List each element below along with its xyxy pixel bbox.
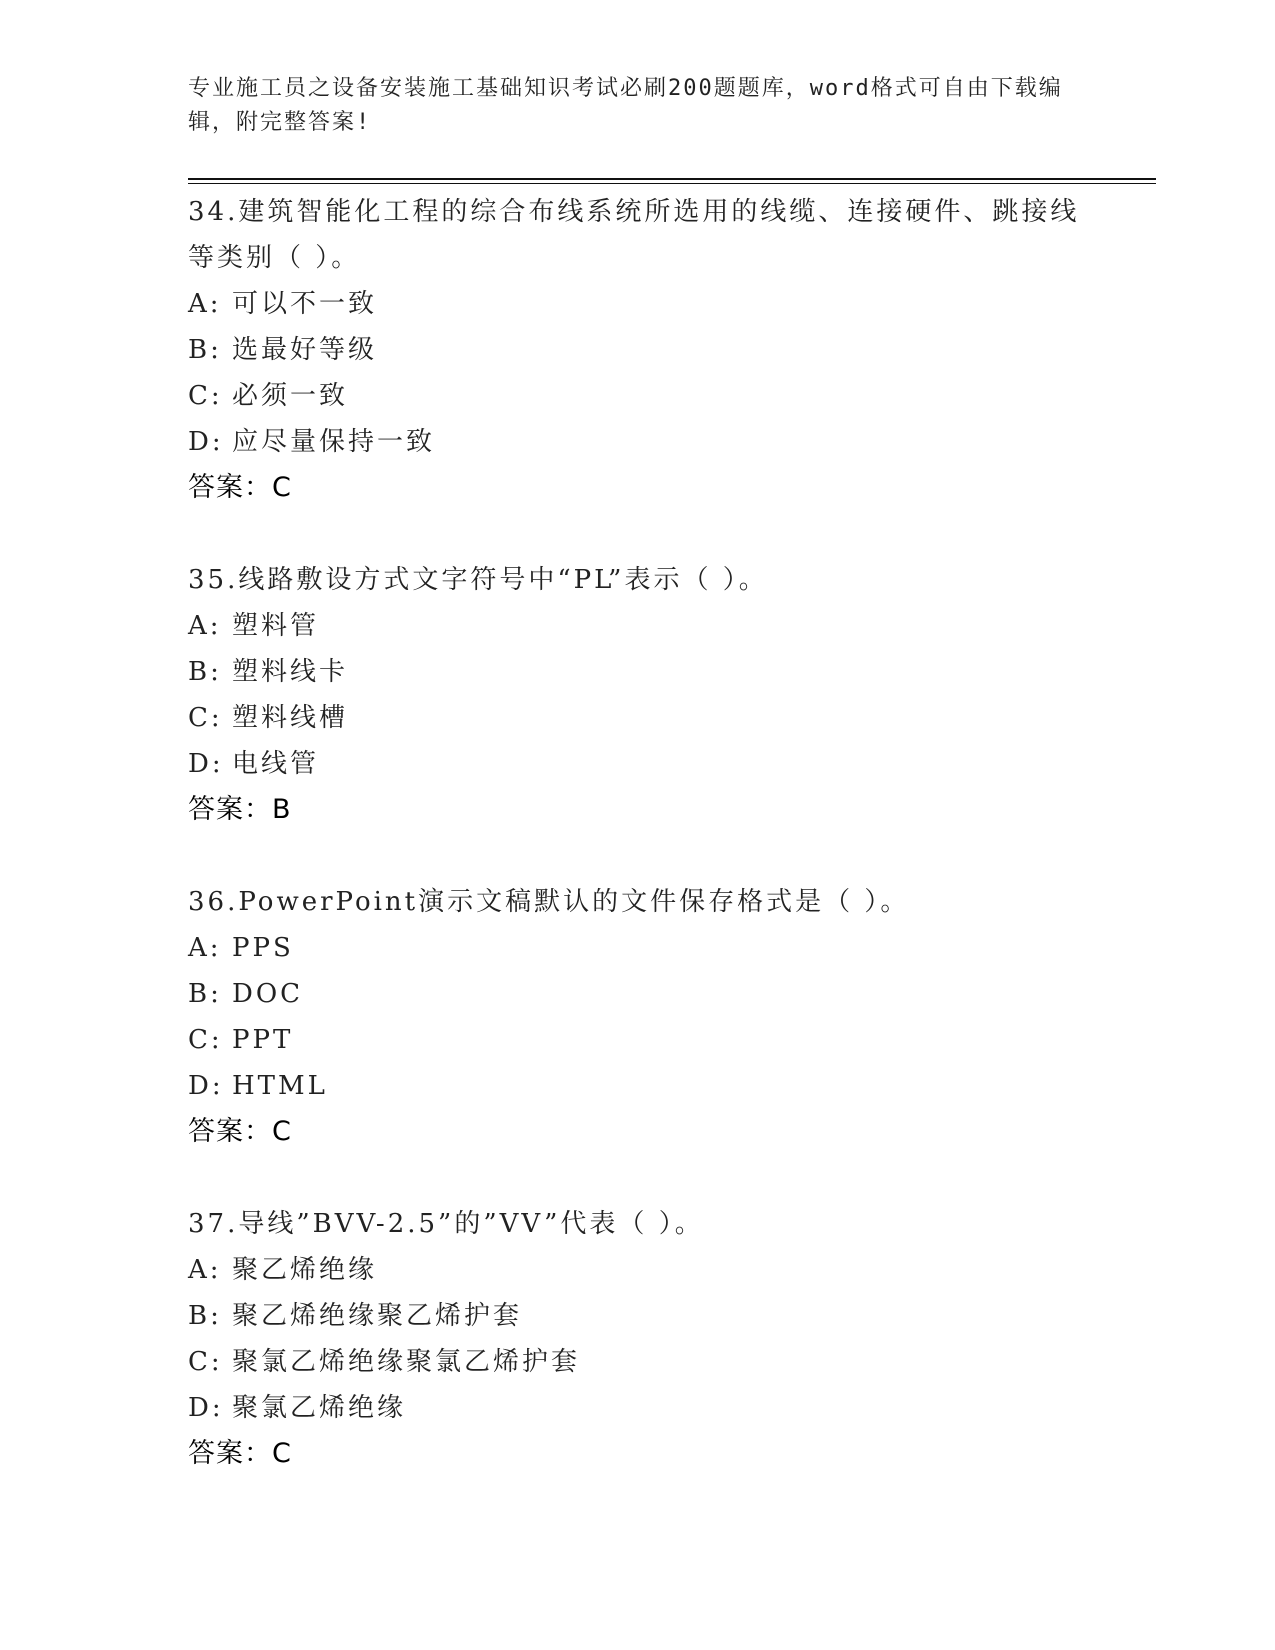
option-text: PPT [232, 1025, 294, 1055]
document-header: 专业施工员之设备安装施工基础知识考试必刷200题题库，word格式可自由下载编辑，附完整答案! [188, 76, 1063, 135]
option-letter: C: [188, 1347, 223, 1377]
answer-line: 答案：C [188, 472, 292, 503]
option-a [188, 925, 1088, 971]
question-37 [188, 1201, 1088, 1477]
option-text: HTML [232, 1071, 328, 1101]
option-d [188, 1063, 1088, 1109]
option-d [188, 419, 1088, 465]
header-divider-thick [188, 178, 1156, 180]
option-b [188, 649, 1088, 695]
option-text: 聚乙烯绝缘 [232, 1255, 378, 1285]
option-letter: D: [188, 427, 224, 457]
option-d [188, 741, 1088, 787]
answer-line: 答案：C [188, 1116, 292, 1147]
option-a [188, 281, 1088, 327]
option-letter: D: [188, 749, 224, 779]
option-a [188, 1247, 1088, 1293]
option-text: 聚氯乙烯绝缘 [232, 1393, 407, 1423]
option-letter: A: [188, 611, 222, 641]
option-letter: A: [188, 289, 222, 319]
option-text: 可以不一致 [232, 289, 378, 319]
option-letter: C: [188, 1025, 223, 1055]
question-stem: 37.导线”BVV-2.5”的”VV”代表（ ）。 [188, 1209, 704, 1239]
option-b [188, 327, 1088, 373]
header-divider-thin [188, 183, 1156, 184]
option-text: 聚氯乙烯绝缘聚氯乙烯护套 [232, 1347, 581, 1377]
option-b [188, 971, 1088, 1017]
option-text: PPS [232, 933, 294, 963]
question-stem: 35.线路敷设方式文字符号中“PL”表示（ ）。 [188, 565, 768, 595]
question-36 [188, 879, 1088, 1155]
option-letter: C: [188, 381, 223, 411]
option-c [188, 1339, 1088, 1385]
option-letter: A: [188, 1255, 222, 1285]
option-text: 塑料管 [232, 611, 320, 641]
option-letter: D: [188, 1071, 224, 1101]
option-text: 塑料线槽 [232, 703, 349, 733]
option-text: DOC [232, 979, 304, 1009]
option-c [188, 695, 1088, 741]
option-letter: C: [188, 703, 223, 733]
option-text: 聚乙烯绝缘聚乙烯护套 [232, 1301, 523, 1331]
question-stem: 36.PowerPoint演示文稿默认的文件保存格式是（ ）。 [188, 887, 910, 917]
option-text: 必须一致 [232, 381, 349, 411]
question-stem: 34.建筑智能化工程的综合布线系统所选用的线缆、连接硬件、跳接线等类别（ ）。 [188, 197, 1080, 273]
option-a [188, 603, 1088, 649]
question-34 [188, 189, 1088, 511]
option-letter: B: [188, 1301, 222, 1331]
option-letter: A: [188, 933, 222, 963]
option-c [188, 373, 1088, 419]
option-letter: B: [188, 979, 222, 1009]
option-letter: B: [188, 657, 222, 687]
answer-line: 答案：C [188, 1438, 292, 1469]
option-d [188, 1385, 1088, 1431]
option-c [188, 1017, 1088, 1063]
option-text: 电线管 [232, 749, 320, 779]
option-letter: B: [188, 335, 222, 365]
option-text: 塑料线卡 [232, 657, 349, 687]
option-b [188, 1293, 1088, 1339]
question-35 [188, 557, 1088, 833]
option-letter: D: [188, 1393, 224, 1423]
option-text: 应尽量保持一致 [232, 427, 436, 457]
answer-line: 答案：B [188, 794, 292, 825]
question-list [188, 189, 1088, 1523]
option-text: 选最好等级 [232, 335, 378, 365]
